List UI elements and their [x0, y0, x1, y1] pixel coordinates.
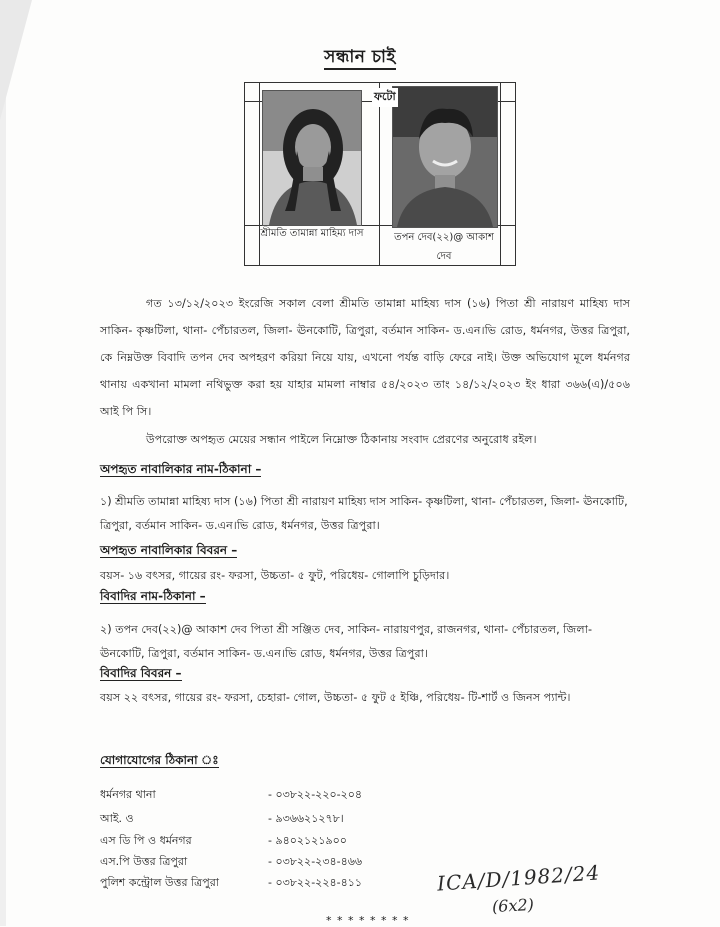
- victim-desc-heading: অপহৃত নাবালিকার বিবরন –: [100, 543, 238, 557]
- photo-header: ফটো: [372, 88, 398, 107]
- contact-label: এস ডি পি ও ধর্মনগর: [100, 834, 192, 847]
- contact-row: [100, 786, 520, 806]
- contact-row: [100, 810, 520, 830]
- contact-value: - ০৩৮২২-২২৪-৪১১: [268, 876, 363, 889]
- accused-desc-heading: বিবাদির বিবরন –: [100, 666, 182, 680]
- contact-value: - ৯৪০২১২১৯০০: [268, 834, 347, 847]
- handwritten-number: (6x2): [491, 894, 535, 917]
- footer-stars: * * * * * * * *: [326, 914, 410, 927]
- victim-name-text: ১) শ্রীমতি তামান্না মাহিষ্য দাস (১৬) পিতা শ্রী নারায়ণ মাহিষ্য দাস সাকিন- কৃষ্ণটিলা, থানা- পেঁচারতল, জিলা- ঊনকোটি, ত্রিপুরা, বর্তমান সাকিন- ড.এন।ভি রোড, ধর্মনগর, উত্তর ত্রিপুরা।: [100, 495, 628, 532]
- contact-value: - ০৩৮২২-২৩৪-৪৬৬: [268, 855, 363, 868]
- accused-name-text: ২) তপন দেব(২২)@ আকাশ দেব পিতা শ্রী সঞ্জিত দেব, সাকিন- নারায়ণপুর, রাজনগর, থানা- পেঁচারতল, জিলা- ঊনকোটি, ত্রিপুরা, বর্তমান সাকিন- ড.এন।ভি রোড, ধর্মনগর, উত্তর ত্রিপুরা।: [100, 623, 593, 660]
- scan-edge: [0, 0, 6, 926]
- contact-label: পুলিশ কন্ট্রোল উত্তর ত্রিপুরা: [100, 876, 219, 889]
- accused-name-heading: বিবাদির নাম-ঠিকানা –: [100, 589, 206, 603]
- accused-photo: [392, 86, 498, 228]
- contact-label: আই. ও: [100, 812, 134, 825]
- contact-label: এস.পি উত্তর ত্রিপুরা: [100, 855, 188, 868]
- contact-value: - ৯৩৬৬২১২৭৮।: [268, 812, 344, 825]
- victim-caption: শ্রীমতি তামান্না মাহিম্য দাস: [260, 228, 364, 239]
- accused-desc-text: বয়স ২২ বৎসর, গায়ের রং- ফরসা, চেহারা- গোল, উচ্চতা- ৫ ফুট ৫ ইঞ্চি, পরিধেয়- টি-শার্ট ও জিনস প্যান্ট।: [100, 691, 571, 704]
- request-paragraph: উপরোক্ত অপহৃত মেয়ের সন্ধান পাইলে নিম্নোক্ত ঠিকানায় সংবাদ প্রেরণের অনুরোধ রইল।: [146, 433, 537, 446]
- victim-desc-text: বয়স- ১৬ বৎসর, গায়ের রং- ফরসা, উচ্চতা- ৫ ফুট, পরিধেয়- গোলাপি চুড়িদার।: [100, 569, 450, 582]
- contact-label: ধর্মনগর থানা: [100, 788, 156, 801]
- contact-heading: যোগাযোগের ঠিকানা ঃ: [100, 753, 219, 767]
- contact-row: [100, 832, 520, 852]
- handwritten-reference: ICA/D/1982/24: [436, 860, 601, 896]
- victim-name-heading: অপহৃত নাবালিকার নাম-ঠিকানা –: [100, 462, 262, 476]
- contact-value: - ০৩৮২২-২২০-২০৪: [268, 788, 363, 801]
- victim-photo: [262, 90, 362, 226]
- accused-caption: তপন দেব(২২)@ আকাশ দেব: [394, 232, 494, 262]
- page-title: সন্ধান চাই: [0, 44, 720, 72]
- main-paragraph: গত ১৩/১২/২০২৩ ইংরেজি সকাল বেলা শ্রীমতি তামান্না মাহিষ্য দাস (১৬) পিতা শ্রী নারায়ণ মাহিষ্য দাস সাকিন- কৃষ্ণটিলা, থানা- পেঁচারতল, জিলা- ঊনকোটি, ত্রিপুরা, বর্তমান সাকিন- ড.এন।ভি রোড, ধর্মনগর, উত্তর ত্রিপুরা, কে নিম্নউক্ত বিবাদি তপন দেব অপহরণ করিয়া নিয়ে যায়, এখনো পর্যন্ত বাড়ি ফেরে নাই। উক্ত অভিযোগ মূলে ধর্মনগর থানায় একখানা মামলা নথিভুক্ত করা হয় যাহার মামলা নাম্বার ৫৪/২০২৩ তাং ১৪/১২/২০২৩ ইং ধারা ৩৬৬(এ)/৫০৬ আই পি সি।: [100, 297, 630, 418]
